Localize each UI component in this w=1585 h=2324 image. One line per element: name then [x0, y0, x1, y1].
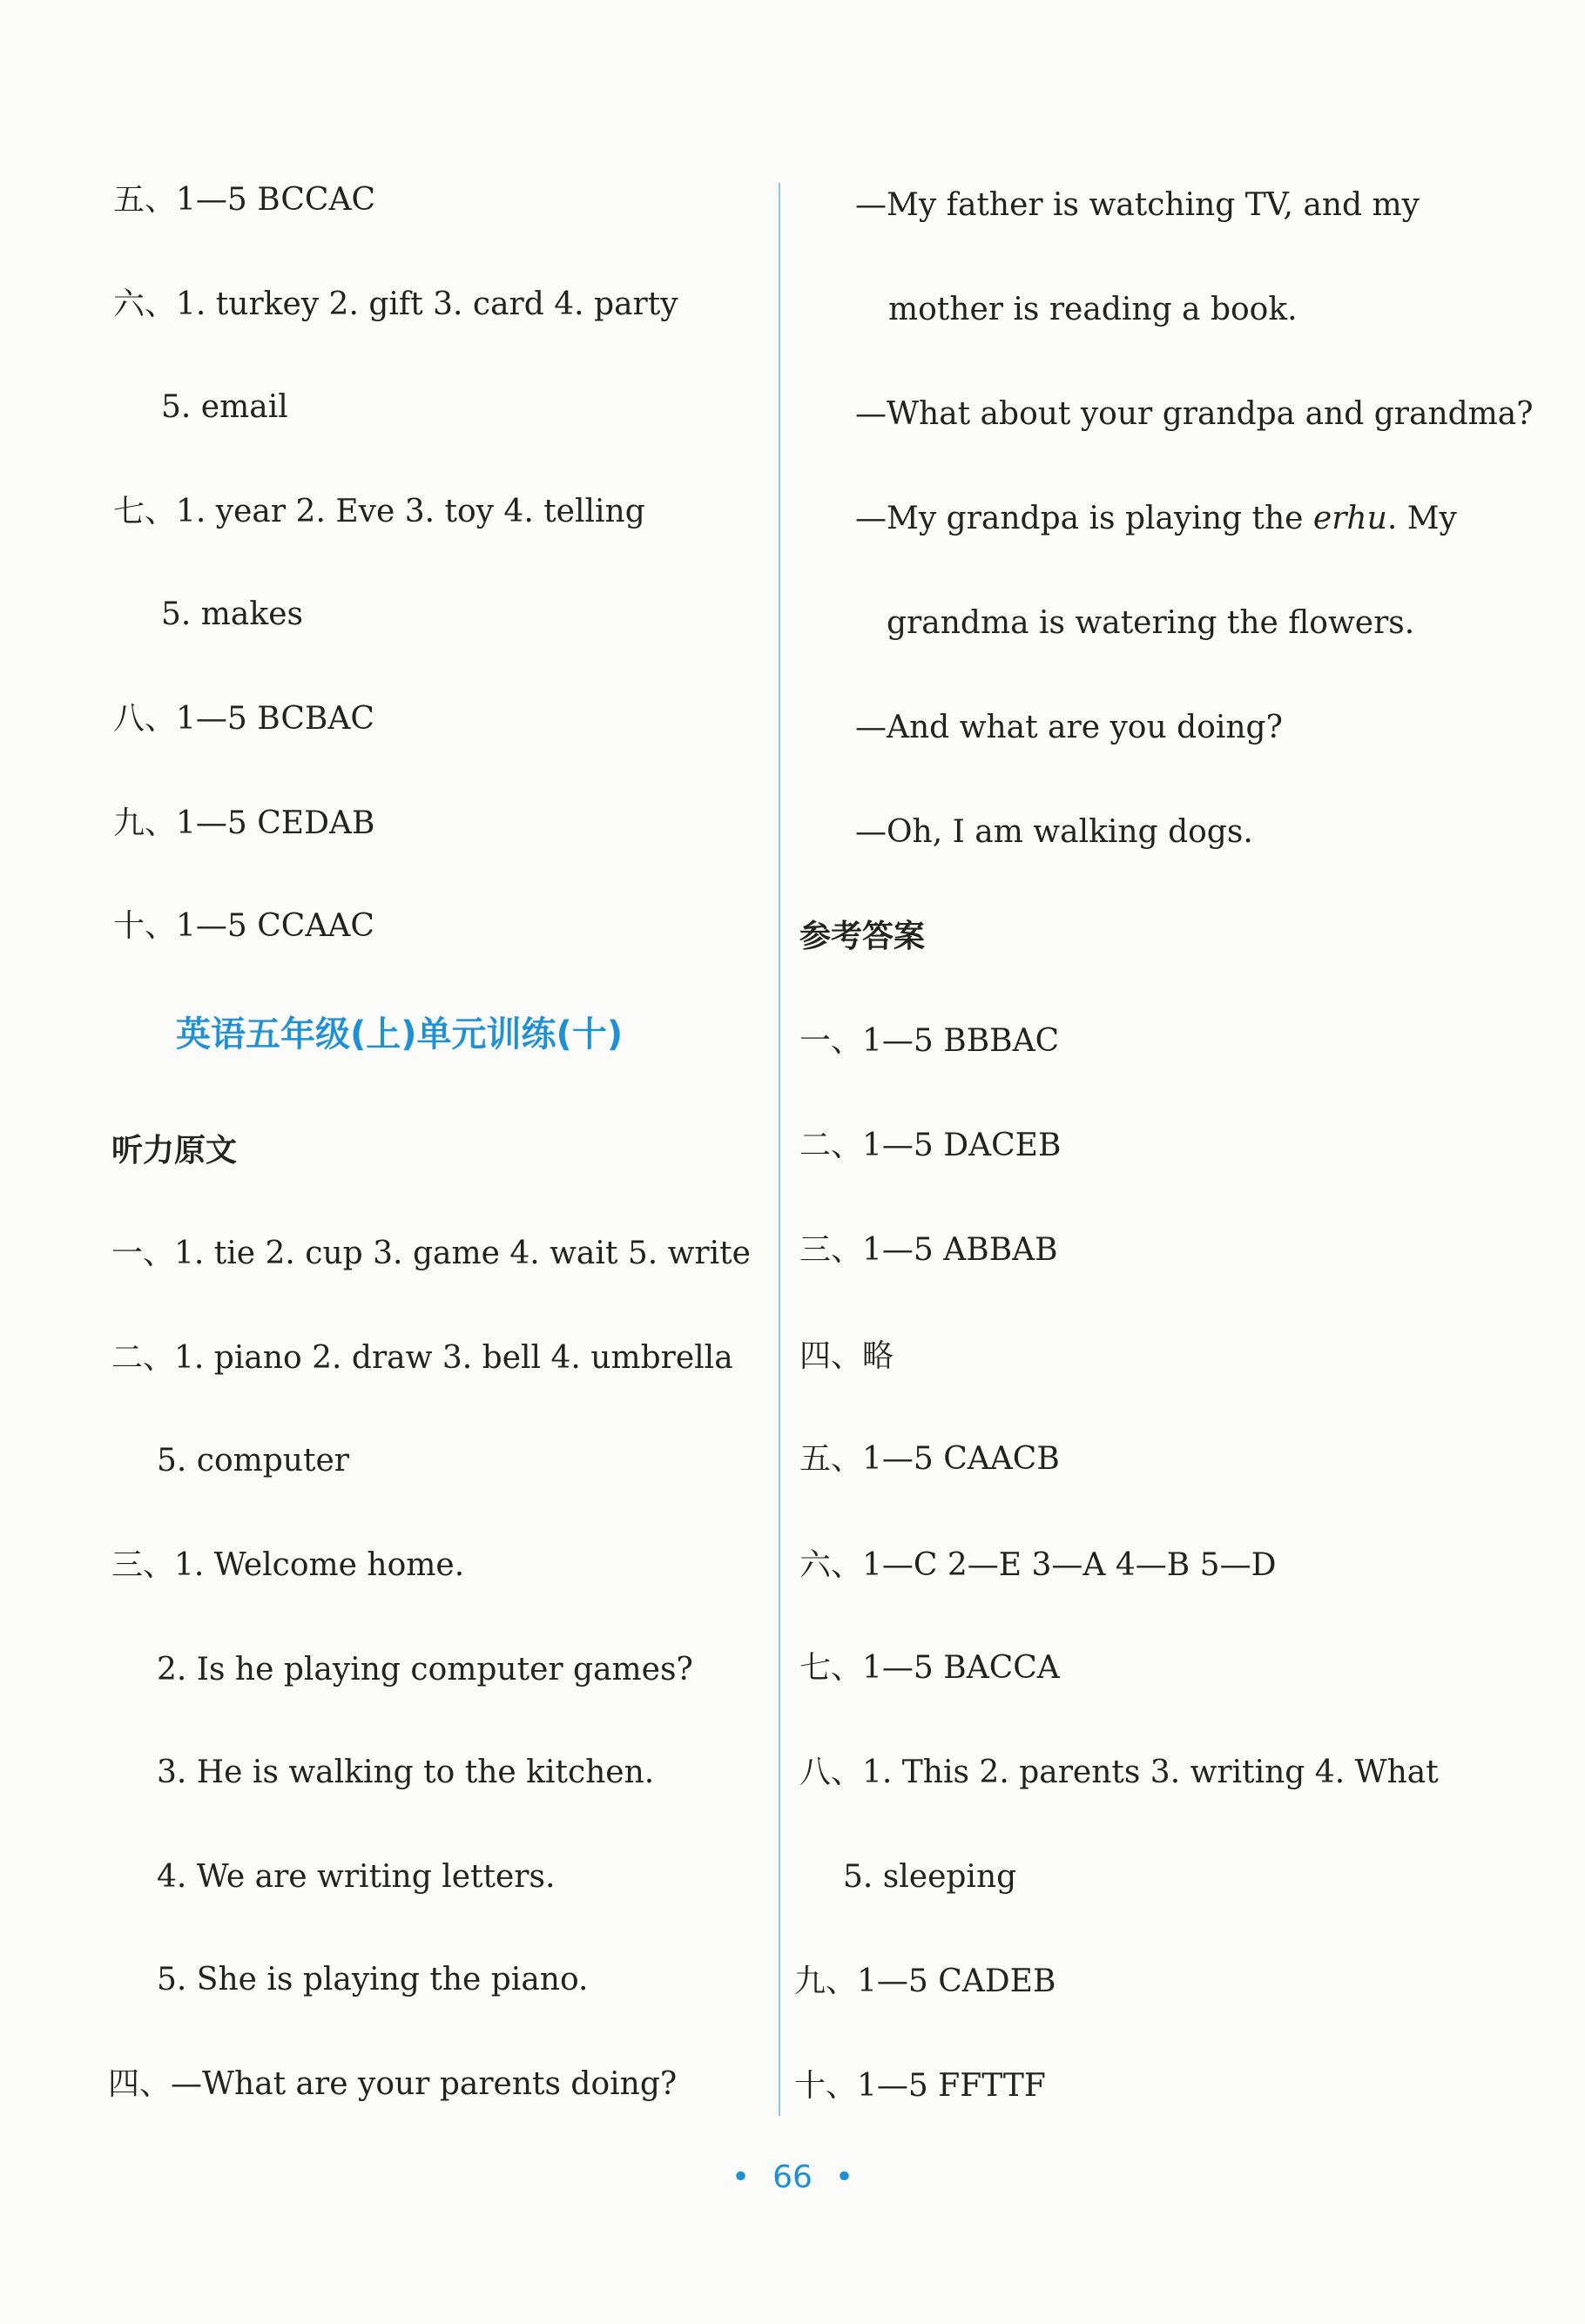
page-number [0, 2159, 1585, 2195]
dialog-line: grandma is watering the flowers. [887, 605, 1415, 641]
answer-line: 十、1—5 CCAAC [113, 908, 374, 944]
answer-line: 5. email [161, 389, 288, 425]
transcript-line: 5. She is playing the piano. [157, 1962, 589, 1997]
answer-line: 十、1—5 FFTTF [794, 2068, 1046, 2104]
transcript-line: 2. Is he playing computer games? [157, 1652, 693, 1687]
answer-line: 九、1—5 CADEB [794, 1964, 1056, 1999]
answer-line: 九、1—5 CEDAB [113, 805, 375, 841]
answer-line: 四、略 [799, 1338, 894, 1374]
answer-line: 三、1—5 ABBAB [799, 1232, 1058, 1268]
answer-line: 五、1—5 BCCAC [113, 182, 376, 218]
transcript-line: 5. computer [157, 1443, 349, 1479]
answer-line: 六、1. turkey 2. gift 3. card 4. party [113, 286, 678, 322]
dialog-text: . My [1386, 501, 1457, 536]
dialog-text: —My grandpa is playing the [855, 501, 1313, 536]
answer-line: 六、1—C 2—E 3—A 4—B 5—D [799, 1547, 1277, 1583]
page-dot-right: • [834, 2159, 854, 2195]
transcript-line: 四、—What are your parents doing? [108, 2066, 678, 2102]
dialog-italic-word: erhu [1312, 501, 1387, 536]
dialog-line: mother is reading a book. [888, 292, 1298, 327]
dialog-line: —My father is watching TV, and my [855, 187, 1420, 223]
transcript-line: 三、1. Welcome home. [111, 1547, 465, 1583]
dialog-line: —And what are you doing? [855, 710, 1283, 745]
answers-heading: 参考答案 [799, 919, 926, 954]
answer-line: 八、1—5 BCBAC [113, 701, 374, 737]
unit-title: 英语五年级(上)单元训练(十) [176, 1014, 624, 1054]
transcript-line: 3. He is walking to the kitchen. [157, 1755, 655, 1790]
transcript-line: 一、1. tie 2. cup 3. game 4. wait 5. write [111, 1236, 751, 1271]
answer-line: 七、1—5 BACCA [799, 1650, 1060, 1686]
answer-line: 5. makes [161, 596, 303, 632]
transcript-line: 二、1. piano 2. draw 3. bell 4. umbrella [111, 1340, 733, 1376]
answer-line: 八、1. This 2. parents 3. writing 4. What [799, 1755, 1439, 1790]
answer-line: 5. sleeping [843, 1859, 1017, 1895]
dialog-line: —Oh, I am walking dogs. [855, 814, 1253, 850]
answer-line: 五、1—5 CAACB [799, 1441, 1060, 1477]
listening-heading: 听力原文 [111, 1133, 238, 1169]
dialog-line [855, 500, 1457, 538]
page-number-value: 66 [772, 2159, 813, 2195]
transcript-line: 4. We are writing letters. [157, 1859, 556, 1895]
column-divider [779, 183, 780, 2116]
dialog-line: —What about your grandpa and grandma? [855, 396, 1534, 432]
answer-line: 一、1—5 BBBAC [799, 1023, 1060, 1059]
answer-line: 二、1—5 DACEB [799, 1128, 1062, 1163]
page-dot-left: • [731, 2159, 751, 2195]
answer-line: 七、1. year 2. Eve 3. toy 4. telling [113, 494, 645, 529]
